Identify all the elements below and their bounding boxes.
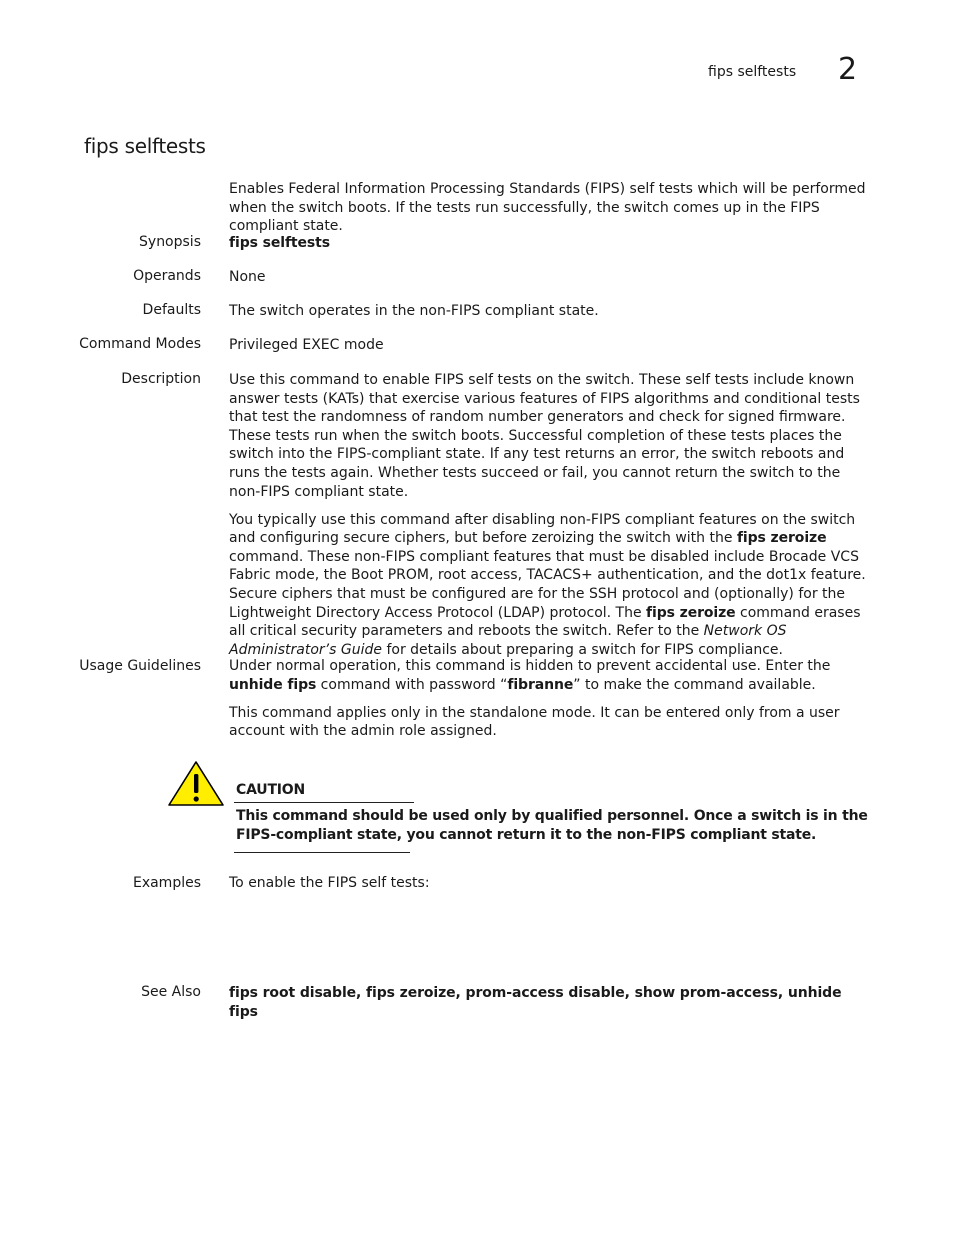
command-ref: fips zeroize bbox=[646, 604, 736, 621]
description-paragraph-1: Use this command to enable FIPS self tests on the switch. These self tests include known answer tests (KATs) that exercise various features of FIPS algorithms and conditional tests that test the randomness of random number generators and check for signed firmware. These tests run when the switch boots. Successful completion of these tests places the switch into the FIPS-compliant state. If any test returns an error, the switch reboots and runs the tests again. Whether tests succeed or fail, you cannot return the switch to the non-FIPS compliant state. bbox=[229, 372, 860, 500]
usage-guidelines-label: Usage Guidelines bbox=[79, 658, 201, 674]
command-ref: unhide fips bbox=[229, 676, 317, 693]
synopsis-text: fips selftests bbox=[229, 235, 330, 251]
command-modes-text: Privileged EXEC mode bbox=[229, 337, 384, 353]
see-also-text: fips root disable, fips zeroize, prom-access disable, show prom-access, unhide fips bbox=[229, 985, 842, 1020]
running-head: fips selftests bbox=[708, 64, 797, 80]
description-paragraph-2: You typically use this command after disabling non-FIPS compliant features on the switch and configuring secure ciphers, but before zeroizing the switch with the fips zeroize command. These non-FIPS compliant features that must be disabled include Brocade VCS Fabric mode, the Boot PROM, root access, TACACS+ authentication, and the dot1x feature. Secure ciphers that must be configured are for the SSH protocol and (optionally) for the Lightweight Directory Access Protocol (LDAP) protocol. The fips zeroize command erases all critical security parameters and reboots the switch. Refer to the Network OS Administrator’s Guide for details about preparing a switch for FIPS compliance. bbox=[229, 511, 866, 658]
description-body bbox=[229, 371, 869, 669]
password-text: fibranne bbox=[507, 676, 574, 693]
defaults-label: Defaults bbox=[142, 302, 201, 318]
usage-paragraph-2: This command applies only in the standalone mode. It can be entered only from a user account with the admin role assigned. bbox=[229, 704, 840, 740]
examples-label: Examples bbox=[132, 875, 201, 891]
operands-label: Operands bbox=[133, 268, 201, 284]
see-also-label: See Also bbox=[141, 984, 201, 1000]
defaults-text: The switch operates in the non-FIPS compliant state. bbox=[229, 303, 599, 319]
caution-rule-top bbox=[234, 802, 414, 803]
chapter-number: 2 bbox=[838, 52, 858, 87]
caution-label: CAUTION bbox=[236, 782, 306, 798]
intro-text: Enables Federal Information Processing Standards (FIPS) self tests which will be performed when the switch boots. If the tests run successfully, the switch comes up in the FIPS compliant state. bbox=[229, 181, 866, 235]
description-label: Description bbox=[121, 371, 201, 387]
usage-guidelines-body bbox=[229, 657, 869, 750]
page-title: fips selftests bbox=[84, 134, 206, 158]
command-modes-label: Command Modes bbox=[79, 336, 201, 352]
synopsis-label: Synopsis bbox=[139, 234, 201, 250]
examples-text: To enable the FIPS self tests: bbox=[229, 875, 430, 891]
caution-text: This command should be used only by qualified personnel. Once a switch is in the FIPS-compliant state, you cannot return it to the non-FIPS compliant state. bbox=[236, 808, 868, 843]
warning-triangle-icon bbox=[167, 760, 225, 808]
operands-text: None bbox=[229, 269, 266, 285]
command-ref: fips zeroize bbox=[736, 530, 827, 547]
guide-title: Network OS Administrator’s Guide bbox=[229, 623, 787, 658]
usage-paragraph-1: Under normal operation, this command is hidden to prevent accidental use. Enter the unhide fips command with password “fibranne” to make the command available. bbox=[229, 658, 831, 693]
caution-rule-bottom bbox=[234, 852, 410, 853]
